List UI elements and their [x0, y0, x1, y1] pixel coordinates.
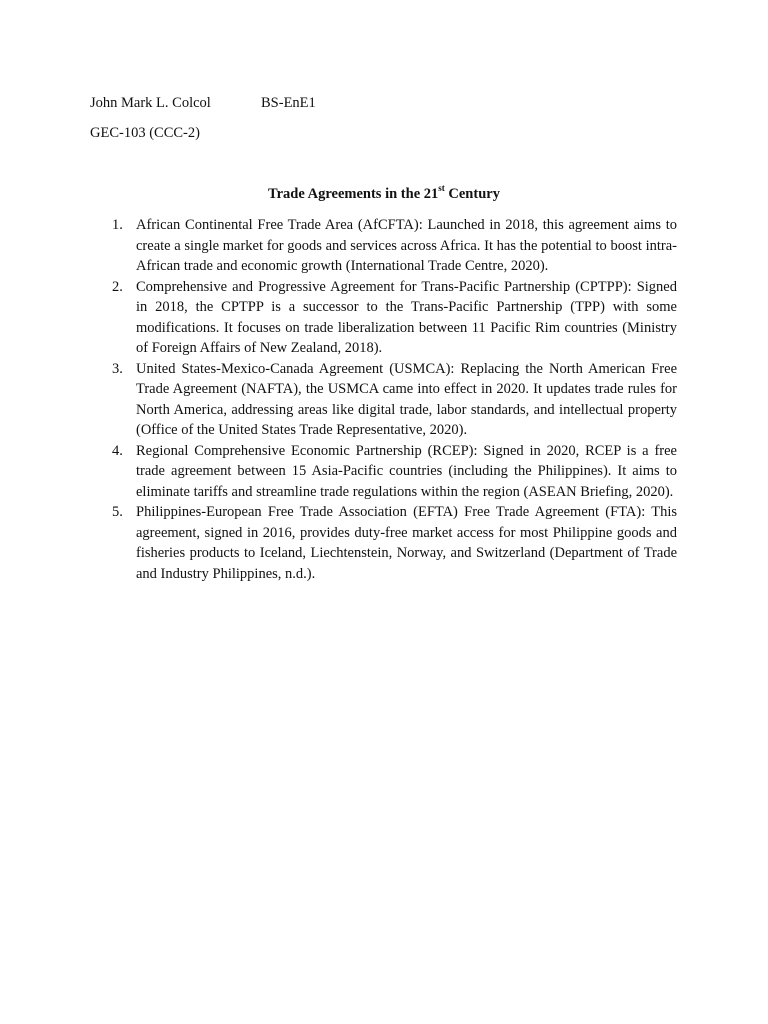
- list-item-number: 1.: [112, 217, 123, 233]
- list-item: [112, 441, 677, 503]
- course-code: GEC-103 (CCC-2): [90, 125, 200, 141]
- author-name: John Mark L. Colcol: [90, 95, 211, 111]
- title-text-after: Century: [444, 186, 500, 202]
- list-item-number: 3.: [112, 360, 123, 377]
- title-superscript: st: [438, 183, 445, 194]
- list-item-number: 5.: [112, 504, 123, 520]
- list-item-text: Comprehensive and Progressive Agreement for Trans-Pacific Partnership (CPTPP): Signed in 2018, the CPTPP is a successor to the Trans-Pacific Partnership (TPP) with some modifications. It focuses on trade liberalization between 11 Pacific Rim countries (Ministry of Foreign Affairs of New Zealand, 2018).: [136, 278, 677, 356]
- title-text-before: Trade Agreements in the 21: [268, 186, 439, 202]
- list-item-text: United States-Mexico-Canada Agreement (USMCA): Replacing the North American Free Trade Agreement (NAFTA), the USMCA came into effect in 2020. It updates trade rules for North America, addressing areas like digital trade, labor standards, and intellectual property (Office of the United States Trade Representative, 2020).: [136, 360, 677, 438]
- list-item-text: Regional Comprehensive Economic Partnership (RCEP): Signed in 2020, RCEP is a free trade agreement between 15 Asia-Pacific countries (including the Philippines). It aims to eliminate tariffs and streamline trade regulations within the region (ASEAN Briefing, 2020).: [136, 442, 677, 500]
- list-item-text: Philippines-European Free Trade Association (EFTA) Free Trade Agreement (FTA): This agreement, signed in 2016, provides duty-free market access for most Philippine goods and fisheries products to Iceland, Liechtenstein, Norway, and Switzerland (Department of Trade and Industry Philippines, n.d.).: [136, 504, 677, 582]
- program-code: BS-EnE1: [261, 95, 316, 111]
- list-item: [112, 277, 677, 359]
- list-item-text: African Continental Free Trade Area (AfCFTA): Launched in 2018, this agreement aims to create a single market for goods and services across Africa. It has the potential to boost intra-African trade and economic growth (International Trade Centre, 2020).: [136, 217, 677, 274]
- list-item: [112, 502, 677, 584]
- list-item: [112, 215, 677, 277]
- header-course-line: [90, 124, 200, 142]
- list-item: [112, 359, 677, 441]
- agreements-list: [112, 215, 677, 584]
- list-item-number: 4.: [112, 442, 123, 459]
- list-item-number: 2.: [112, 278, 123, 295]
- document-title: [0, 185, 768, 203]
- header-author-line: [90, 94, 316, 112]
